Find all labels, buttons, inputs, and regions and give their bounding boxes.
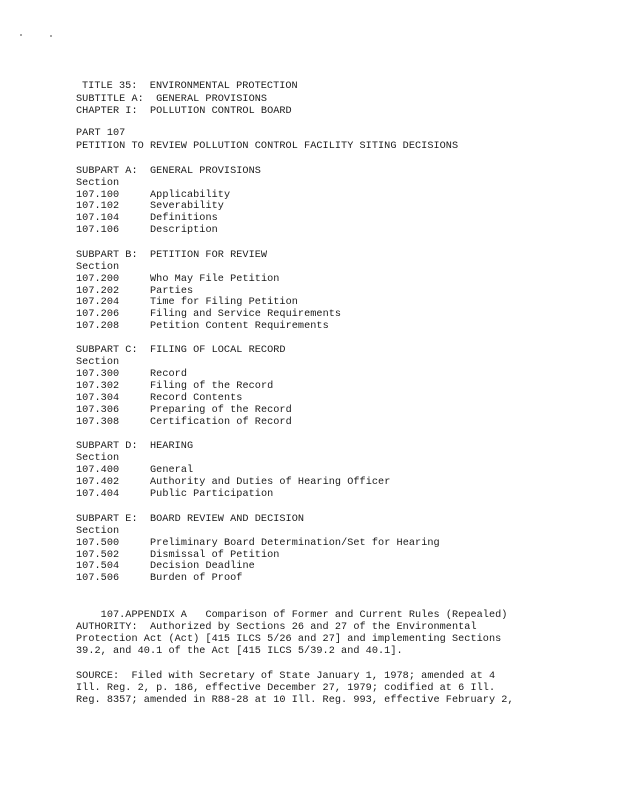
section-label: Section: [76, 178, 120, 189]
scan-speck: [50, 35, 52, 37]
section-title: Filing and Service Requirements: [150, 309, 342, 320]
section-title: Definitions: [150, 213, 218, 224]
source-text: Ill. Reg. 2, p. 186, effective December 27, 1979; codified at 6 Ill.: [76, 683, 496, 694]
section-title: Public Participation: [150, 489, 274, 500]
section-number: 107.200: [76, 274, 120, 285]
toc-entry: [76, 274, 280, 286]
subtitle-heading: SUBTITLE A: GENERAL PROVISIONS: [76, 94, 268, 105]
section-title: Decision Deadline: [150, 561, 255, 572]
section-number: 107.400: [76, 465, 120, 476]
toc-entry: [76, 297, 298, 309]
section-number: 107.402: [76, 477, 120, 488]
subpart-heading: SUBPART B: PETITION FOR REVIEW: [76, 250, 268, 261]
section-title: Record: [150, 369, 187, 380]
chapter-heading: CHAPTER I: POLLUTION CONTROL BOARD: [76, 106, 292, 117]
section-number: 107.504: [76, 561, 120, 572]
section-title: General: [150, 465, 194, 476]
toc-entry: [76, 213, 218, 225]
section-number: 107.204: [76, 297, 120, 308]
section-title: Burden of Proof: [150, 573, 243, 584]
section-number: 107.304: [76, 393, 120, 404]
appendix-title: Comparison of Former and Current Rules (Repealed): [205, 610, 508, 621]
section-title: Who May File Petition: [150, 274, 280, 285]
toc-entry: [76, 309, 342, 321]
section-label: Section: [76, 262, 120, 273]
title-heading: TITLE 35: ENVIRONMENTAL PROTECTION: [82, 81, 298, 92]
section-title: Parties: [150, 286, 194, 297]
toc-entry: [76, 573, 243, 585]
authority-text: AUTHORITY: Authorized by Sections 26 and 27 of the Environmental: [76, 622, 477, 633]
section-title: Petition Content Requirements: [150, 321, 329, 332]
section-title: Certification of Record: [150, 417, 292, 428]
section-label: Section: [76, 357, 120, 368]
section-title: Preliminary Board Determination/Set for Hearing: [150, 538, 440, 549]
toc-entry: [76, 538, 440, 550]
section-number: 107.208: [76, 321, 120, 332]
authority-text: 39.2, and 40.1 of the Act [415 ILCS 5/39.2 and 40.1].: [76, 646, 403, 657]
section-title: Filing of the Record: [150, 381, 274, 392]
section-number: 107.404: [76, 489, 120, 500]
authority-text: Protection Act (Act) [415 ILCS 5/26 and 27] and implementing Sections: [76, 634, 502, 645]
subpart-heading: SUBPART D: HEARING: [76, 441, 194, 452]
section-number: 107.104: [76, 213, 120, 224]
toc-entry: [76, 489, 274, 501]
section-number: 107.102: [76, 201, 120, 212]
toc-entry: [76, 225, 218, 237]
toc-entry: [76, 369, 187, 381]
section-title: Preparing of the Record: [150, 405, 292, 416]
toc-entry: [76, 405, 292, 417]
subpart-heading: SUBPART C: FILING OF LOCAL RECORD: [76, 345, 286, 356]
section-label: Section: [76, 453, 120, 464]
section-number: 107.506: [76, 573, 120, 584]
section-title: Record Contents: [150, 393, 243, 404]
section-number: 107.206: [76, 309, 120, 320]
toc-entry: [76, 465, 194, 477]
section-number: 107.306: [76, 405, 120, 416]
part-number: PART 107: [76, 128, 126, 139]
toc-entry: [76, 477, 391, 489]
source-text: Reg. 8357; amended in R88-28 at 10 Ill. Reg. 993, effective February 2,: [76, 695, 514, 706]
part-name: PETITION TO REVIEW POLLUTION CONTROL FACILITY SITING DECISIONS: [76, 141, 459, 152]
section-number: 107.300: [76, 369, 120, 380]
toc-entry: [76, 321, 329, 333]
section-title: Dismissal of Petition: [150, 550, 280, 561]
section-title: Applicability: [150, 190, 231, 201]
section-label: Section: [76, 526, 120, 537]
subpart-heading: SUBPART E: BOARD REVIEW AND DECISION: [76, 514, 305, 525]
section-title: Description: [150, 225, 218, 236]
section-title: Time for Filing Petition: [150, 297, 298, 308]
source-text: SOURCE: Filed with Secretary of State January 1, 1978; amended at 4: [76, 671, 496, 682]
scan-speck: [20, 34, 22, 36]
section-title: Severability: [150, 201, 224, 212]
appendix-code: 107.APPENDIX A: [100, 610, 187, 621]
section-number: 107.100: [76, 190, 120, 201]
section-number: 107.106: [76, 225, 120, 236]
section-number: 107.308: [76, 417, 120, 428]
subpart-heading: SUBPART A: GENERAL PROVISIONS: [76, 166, 261, 177]
section-number: 107.202: [76, 286, 120, 297]
section-number: 107.500: [76, 538, 120, 549]
section-title: Authority and Duties of Hearing Officer: [150, 477, 391, 488]
toc-entry: [76, 201, 224, 213]
section-number: 107.302: [76, 381, 120, 392]
toc-entry: [76, 381, 274, 393]
appendix-entry: [76, 598, 508, 621]
section-number: 107.502: [76, 550, 120, 561]
toc-entry: [76, 417, 292, 429]
toc-entry: [76, 561, 255, 573]
toc-entry: [76, 393, 243, 405]
